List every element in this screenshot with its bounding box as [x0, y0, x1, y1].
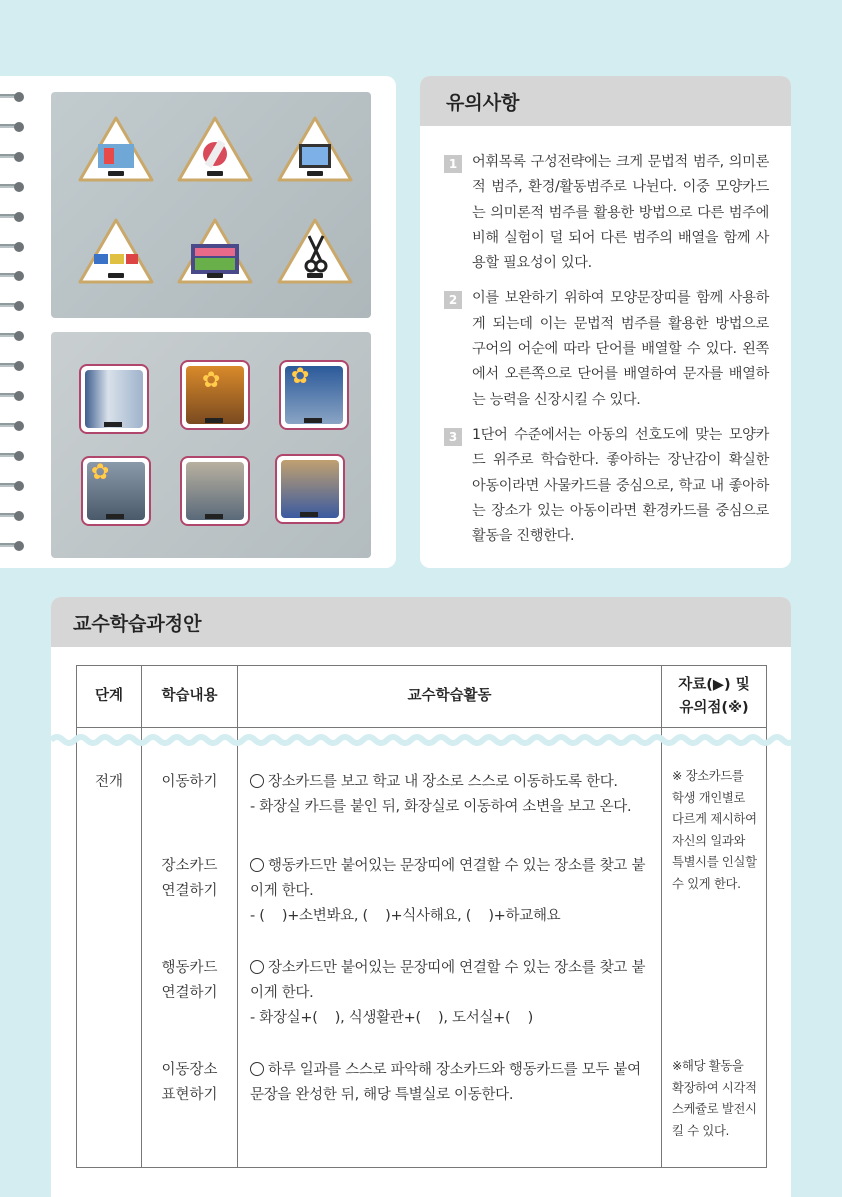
header-activity: 교수학습활동: [238, 666, 662, 728]
circle-bullet-icon: [250, 960, 264, 974]
binding-ring-icon: [0, 122, 24, 132]
binding-ring-icon: [0, 92, 24, 102]
binding-ring-icon: [0, 481, 24, 491]
header-notes-line2: 유의점(※): [679, 699, 749, 716]
content-label: 표현하기: [161, 1087, 218, 1103]
binding-ring-icon: [0, 451, 24, 461]
notes-title: 유의사항: [420, 76, 791, 126]
binding-ring-icon: [0, 242, 24, 252]
content-item: [142, 956, 237, 1006]
activity-cell: [238, 728, 662, 1168]
binding-ring-icon: [0, 301, 24, 311]
binding-ring-icon: [0, 152, 24, 162]
content-item: [142, 854, 237, 904]
header-notes: [662, 666, 767, 728]
number-badge: 1: [444, 155, 462, 173]
binding-ring-icon: [0, 421, 24, 431]
content-label: 이동하기: [161, 774, 218, 790]
activity-text: 하루 일과를 스스로 파악해 장소카드와 행동카드를 모두 붙여 문장을 완성한 뒤, 해당 특별실로 이동한다.: [250, 1062, 641, 1103]
header-notes-line1: 자료(▶) 및: [678, 676, 750, 693]
triangle-card: [76, 114, 156, 184]
list-item: [444, 423, 769, 549]
content-label: 장소카드: [161, 858, 218, 874]
circle-bullet-icon: [250, 858, 264, 872]
binding-ring-icon: [0, 541, 24, 551]
content-label: 연결하기: [161, 883, 218, 899]
activity-example: - 화장실 카드를 붙인 뒤, 화장실로 이동하여 소변을 보고 온다.: [250, 799, 632, 815]
notes-list: [420, 126, 791, 549]
notes-card: [420, 76, 791, 568]
header-stage: 단계: [77, 666, 142, 728]
activity-example: - ( )+소변봐요, ( )+식사해요, ( )+하교해요: [250, 908, 561, 924]
activity-text: 장소카드만 붙어있는 문장띠에 연결할 수 있는 장소를 찾고 붙이게 한다.: [250, 960, 646, 1001]
activity-item: [238, 1058, 661, 1108]
list-item: [444, 286, 769, 412]
shape-cards-photo: [51, 92, 371, 318]
number-badge: 3: [444, 428, 462, 446]
triangle-card: [175, 114, 255, 184]
teacher-note: ※해당 활동을 확장하여 시각적스케쥴로 발전시킬 수 있다.: [672, 1059, 757, 1138]
place-cards-photo: [51, 332, 371, 558]
binding-ring-icon: [0, 391, 24, 401]
circle-bullet-icon: [250, 774, 264, 788]
flower-sticker-icon: ✿: [202, 368, 221, 393]
content-label: 연결하기: [161, 985, 218, 1001]
square-card: [279, 360, 349, 430]
number-badge: 2: [444, 291, 462, 309]
activity-item: [238, 956, 661, 1031]
header-content: 학습내용: [142, 666, 238, 728]
activity-item: [238, 770, 661, 820]
square-card: [180, 456, 250, 526]
teacher-note: ※ 장소카드를 학생 개인별로 다르게 제시하여 자신의 일과와 특별시를 인실할 수 있게 한다.: [672, 769, 757, 891]
content-label: 이동장소: [161, 1062, 218, 1078]
note-text: 이를 보완하기 위하여 모양문장띠를 함께 사용하게 되는데 이는 문법적 범주를 활용한 방법으로 구어의 어순에 따라 단어를 배열할 수 있다. 왼쪽에서 오른쪽으로 단어를 배열하여 문자를 배열하는 능력을 신장시킬 수 있다.: [472, 290, 769, 408]
note-text: 1단어 수준에서는 아동의 선호도에 맞는 모양카드 위주로 학습한다. 좋아하는 장난감이 확실한 아동이라면 사물카드를 중심으로, 학교 내 좋아하는 장소가 있는 아동이라면 환경카드를 중심으로 활동을 진행한다.: [472, 426, 769, 545]
flower-sticker-icon: ✿: [291, 364, 310, 389]
square-card: [180, 360, 250, 430]
square-card: [79, 364, 149, 434]
stage-cell: 전개: [77, 728, 142, 1168]
binding-ring-icon: [0, 361, 24, 371]
activity-example: - 화장실+( ), 식생활관+( ), 도서실+( ): [250, 1010, 533, 1026]
activity-item: [238, 854, 661, 929]
binding-ring-icon: [0, 212, 24, 222]
binding-ring-icon: [0, 271, 24, 281]
content-cell: [142, 728, 238, 1168]
table-row: [77, 728, 767, 1168]
content-item: [142, 1058, 237, 1108]
notes-cell: [662, 728, 767, 1168]
binding-ring-icon: [0, 182, 24, 192]
lesson-plan-title: 교수학습과정안: [51, 597, 791, 647]
flower-sticker-icon: ✿: [91, 460, 110, 485]
binding-ring-icon: [0, 511, 24, 521]
content-item: [142, 770, 237, 795]
wave-divider: [0, 730, 842, 750]
activity-text: 행동카드만 붙어있는 문장띠에 연결할 수 있는 장소를 찾고 붙이게 한다.: [250, 858, 646, 899]
circle-bullet-icon: [250, 1062, 264, 1076]
note-text: 어휘목록 구성전략에는 크게 문법적 범주, 의미론적 범주, 환경/활동범주로 나뉜다. 이중 모양카드는 의미론적 범주를 활용한 방법으로 다른 범주에 비해 실험이 덜 되어 다른 범주의 배열을 함께 사용할 필요성이 있다.: [472, 154, 769, 272]
table-header-row: [77, 666, 767, 728]
square-card: [275, 454, 345, 524]
triangle-card: [275, 114, 355, 184]
triangle-card: [76, 216, 156, 286]
lesson-plan-card: [51, 597, 791, 1197]
list-item: [444, 150, 769, 276]
binding-ring-icon: [0, 331, 24, 341]
triangle-card: [175, 216, 255, 286]
content-label: 행동카드: [161, 960, 218, 976]
activity-text: 장소카드를 보고 학교 내 장소로 스스로 이동하도록 한다.: [268, 774, 618, 790]
square-card: [81, 456, 151, 526]
triangle-card: [275, 216, 355, 286]
